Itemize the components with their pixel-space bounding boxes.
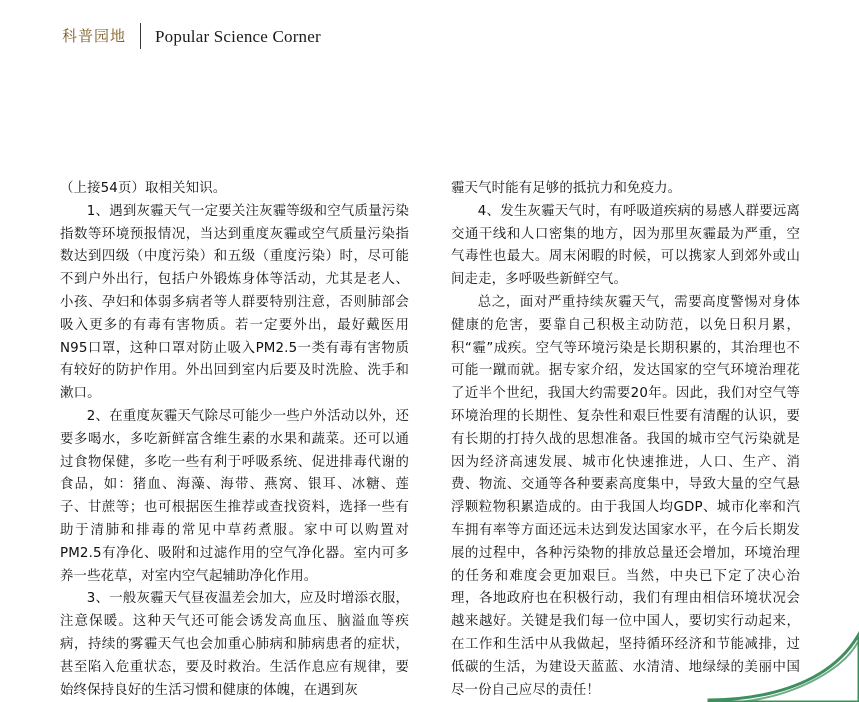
paragraph: 4、发生灰霾天气时，有呼吸道疾病的易感人群要远离交通干线和人口密集的地方，因为那里灰霾最为严重，空气毒性也最大。周末闲暇的时候，可以携家人到郊外或山间走走，多呼吸些新鲜空气。: [451, 203, 800, 288]
article-body: [60, 178, 800, 702]
paragraph: （上接54页）取相关知识。: [60, 181, 227, 196]
header-title-english: Popular Science Corner: [155, 26, 321, 46]
page-header: [62, 22, 321, 50]
paragraph: 3、一般灰霾天气昼夜温差会加大，应及时增添衣服，注意保暖。这种天气还可能会诱发高血压、脑溢血等疾病，持续的雾霾天气也会加重心肺病和肺病患者的症状，甚至陷入危重状态，要及时救治。生活作息应有规律，要始终保持良好的生活习惯和健康的体魄，在遇到灰: [60, 591, 409, 698]
paragraph: 1、遇到灰霾天气一定要关注灰霾等级和空气质量污染指数等环境预报情况，当达到重度灰霾或空气质量污染指数达到四级（中度污染）和五级（重度污染）时，尽可能不到户外出行，包括户外锻炼身体等活动，尤其是老人、小孩、孕妇和体弱多病者等人群要特别注意，否则肺部会吸入更多的有毒有害物质。若一定要外出，最好戴医用N95口罩，这种口罩对防止吸入PM2.5一类有毒有害物质有较好的防护作用。外出回到室内后要及时洗脸、洗手和漱口。: [60, 203, 409, 402]
left-column: [60, 178, 409, 702]
right-column: [451, 178, 800, 702]
header-title-chinese: 科普园地: [62, 26, 127, 45]
paragraph: 2、在重度灰霾天气除尽可能少一些户外活动以外，还要多喝水，多吃新鲜富含维生素的水果和蔬菜。还可以通过食物保健，多吃一些有利于呼吸系统、促进排毒代谢的食品，如：猪血、海藻、海带、燕窝、银耳、冰糖、莲子、甘蔗等；也可根据医生推荐或查找资料，选择一些有助于清肺和排毒的常见中草药煮服。家中可以购置对PM2.5有净化、吸附和过滤作用的空气净化器。室内可多养一些花草，对室内空气起辅助净化作用。: [60, 408, 409, 584]
paragraph: 总之，面对严重持续灰霾天气，需要高度警惕对身体健康的危害，要靠自己积极主动防范，以免日积月累，积“霾”成疾。空气等环境污染是长期积累的，其治理也不可能一蹴而就。据专家介绍，发达国家的空气环境治理花了近半个世纪，我国大约需要20年。因此，我们对空气等环境治理的长期性、复杂性和艰巨性要有清醒的认识，要有长期的打持久战的思想准备。我国的城市空气污染就是因为经济高速发展、城市化快速推进，人口、生产、消费、物流、交通等各种要素高度集中，导致大量的空气悬浮颗粒物积累造成的。由于我国人均GDP、城市化率和汽车拥有率等方面还远未达到发达国家水平，在今后长期发展的过程中，各种污染物的排放总量还会增加，环境治理的任务和难度会更加艰巨。当然，中央已下定了决心治理，各地政府也在积极行动，我们有理由相信环境状况会越来越好。关键是我们每一位中国人，要切实行动起来，在工作和生活中从我做起，坚持循环经济和节能减排，过低碳的生活，为建设天蓝蓝、水清清、地绿绿的美丽中国尽一份自己应尽的责任！: [451, 294, 800, 698]
paragraph: 霾天气时能有足够的抵抗力和免疫力。: [451, 181, 682, 196]
